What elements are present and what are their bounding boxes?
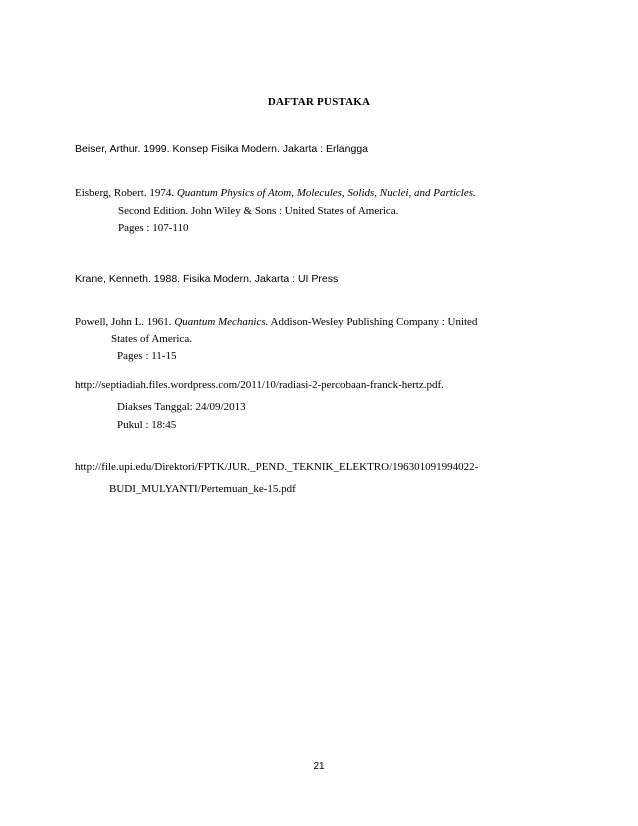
page-title: DAFTAR PUSTAKA [267, 96, 371, 108]
reference-eisberg-author: Eisberg, Robert. 1974. [75, 187, 177, 199]
reference-krane: Krane, Kenneth. 1988. Fisika Modern. Jakarta : UI Press [75, 273, 339, 285]
reference-septiadiah-accessed-date: Diakses Tanggal: 24/09/2013 [117, 401, 246, 413]
reference-upi-url-continuation: BUDI_MULYANTI/Pertemuan_ke-15.pdf [109, 483, 296, 495]
reference-eisberg [75, 186, 476, 200]
reference-beiser: Beiser, Arthur. 1999. Konsep Fisika Modern. Jakarta : Erlangga [75, 143, 368, 155]
reference-powell-country: States of America. [111, 333, 192, 345]
reference-eisberg-pages: Pages : 107-110 [118, 222, 189, 234]
reference-powell [75, 315, 477, 329]
reference-powell-title: Quantum Mechanics. [174, 316, 269, 328]
reference-septiadiah-url: http://septiadiah.files.wordpress.com/2011/10/radiasi-2-percobaan-franck-hertz.pdf. [75, 379, 444, 391]
reference-powell-pages: Pages : 11-15 [117, 350, 177, 362]
reference-powell-publisher: Addison-Wesley Publishing Company : United [268, 316, 478, 328]
reference-eisberg-publisher: Second Edition. John Wiley & Sons : United States of America. [118, 205, 399, 217]
reference-upi-url: http://file.upi.edu/Direktori/FPTK/JUR._PEND._TEKNIK_ELEKTRO/196301091994022- [75, 461, 479, 473]
reference-powell-author: Powell, John L. 1961. [75, 316, 175, 328]
reference-eisberg-title: Quantum Physics of Atom, Molecules, Solids, Nuclei, and Particles. [176, 187, 476, 199]
page-number: 21 [313, 761, 325, 772]
reference-septiadiah-accessed-time: Pukul : 18:45 [117, 419, 177, 431]
